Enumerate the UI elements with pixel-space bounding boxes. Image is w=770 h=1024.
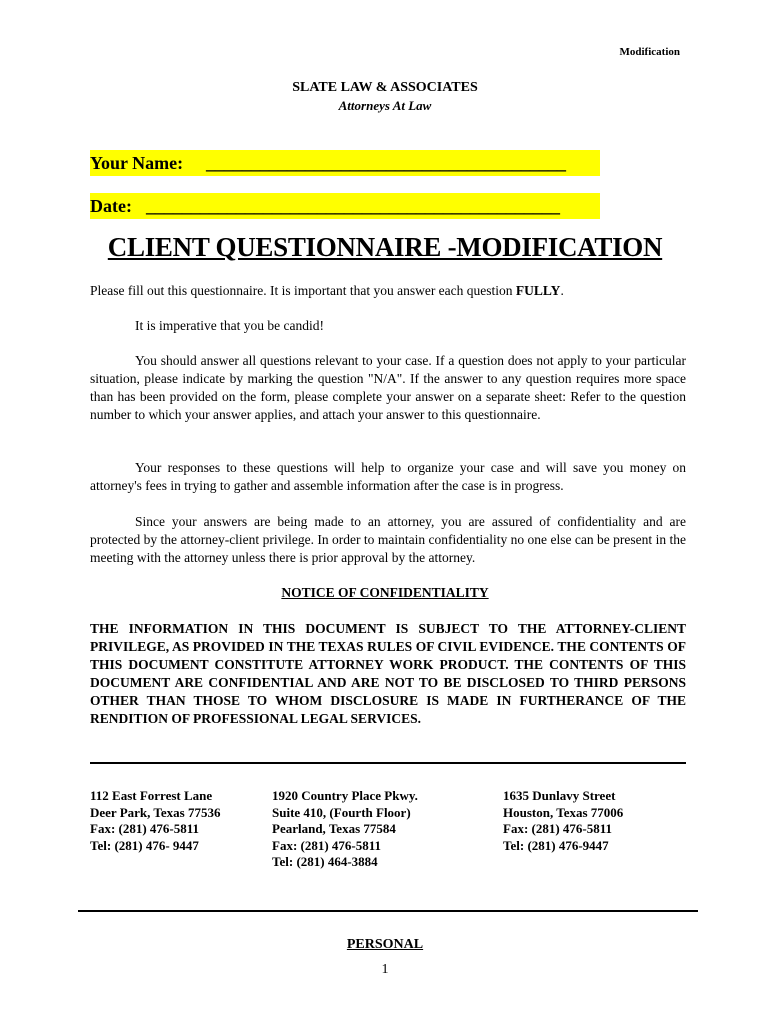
firm-subtitle: Attorneys At Law xyxy=(338,98,432,113)
section-heading: PERSONAL xyxy=(346,937,424,952)
header-tag: Modification xyxy=(619,46,680,58)
notice-heading: NOTICE OF CONFIDENTIALITY xyxy=(281,585,489,600)
divider-top xyxy=(90,762,686,764)
firm-name: SLATE LAW & ASSOCIATES xyxy=(292,80,478,95)
office-houston: 1635 Dunlavy Street Houston, Texas 77006 Fax: (281) 476-5811 Tel: (281) 476-9447 xyxy=(503,788,624,853)
document-title: CLIENT QUESTIONNAIRE -MODIFICATION xyxy=(107,232,663,262)
date-blank[interactable]: ______________________________________________ xyxy=(146,196,560,216)
office-pearland: 1920 Country Place Pkwy. Suite 410, (Fourth Floor) Pearland, Texas 77584 Fax: (281) 476-5811 Tel: (281) 464-3884 xyxy=(272,788,418,869)
name-blank[interactable]: ________________________________________ xyxy=(206,153,566,173)
date-label: Date: xyxy=(90,196,132,216)
intro-paragraph-5: Since your answers are being made to an attorney, you are assured of confidentiality and are protected by the attorney-client privilege. In order to maintain confidentiality no one else can be present in the meeting with the attorney unless there is prior approval by the attorney. xyxy=(90,514,686,565)
intro-paragraph-4: Your responses to these questions will help to organize your case and will save you money on attorney's fees in trying to gather and assemble information after the case is in progress. xyxy=(90,460,686,493)
date-field-row[interactable] xyxy=(90,193,600,219)
office-deer-park: 112 East Forrest Lane Deer Park, Texas 77536 Fax: (281) 476-5811 Tel: (281) 476- 9447 xyxy=(90,788,221,853)
page-number: 1 xyxy=(381,962,389,977)
name-label: Your Name: xyxy=(90,153,184,173)
name-field-row[interactable] xyxy=(90,150,600,176)
notice-body: THE INFORMATION IN THIS DOCUMENT IS SUBJECT TO THE ATTORNEY-CLIENT PRIVILEGE, AS PROVIDED IN THE TEXAS RULES OF CIVIL EVIDENCE. THE CONTENTS OF THIS DOCUMENT CONSTITUTE ATTORNEY WORK PRODUCT. THE CONTENTS OF THIS DOCUMENT ARE CONFIDENTIAL AND ARE NOT TO BE DISCLOSED TO THIRD PERSONS OTHER THAN THOSE TO WHOM DISCLOSURE IS MADE IN FURTHERANCE OF THE RENDITION OF PROFESSIONAL LEGAL SERVICES. xyxy=(90,621,686,726)
intro-paragraph-3: You should answer all questions relevant to your case. If a question does not apply to your particular situation, please indicate by marking the question "N/A". If the answer to any question requires more space than has been provided on the form, please complete your answer on a separate sheet: Refer to the question number to which your answer applies, and attach your answer to this questionnaire. xyxy=(90,353,686,422)
intro-paragraph-2: It is imperative that you be candid! xyxy=(135,318,324,333)
intro-paragraph-1: Please fill out this questionnaire. It is important that you answer each question FULLY. xyxy=(90,283,564,298)
divider-bottom xyxy=(78,910,698,912)
